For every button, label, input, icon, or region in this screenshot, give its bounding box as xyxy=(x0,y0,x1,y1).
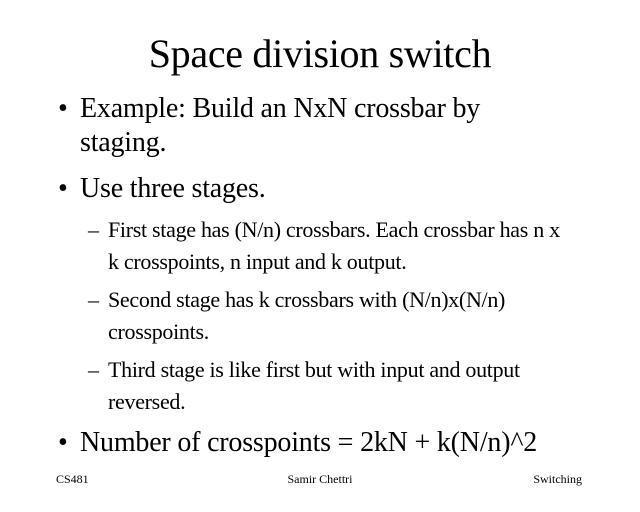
bullet-symbol: • xyxy=(58,93,68,124)
sub-bullet-symbol: – xyxy=(88,287,99,312)
sub-bullet-third-stage xyxy=(88,354,608,418)
sub-bullet-first-stage xyxy=(88,214,608,278)
sub-bullet-symbol: – xyxy=(88,217,99,242)
bullet-text: Example: Build an NxN crossbar by staging. xyxy=(80,93,481,158)
slide-title: Space division switch xyxy=(148,31,492,76)
sub-bullet-text: First stage has (N/n) crossbars. Each crossbar has n x k crosspoints, n input and k output. xyxy=(108,217,560,274)
sub-bullet-symbol: – xyxy=(88,357,99,382)
footer-author: Samir Chettri xyxy=(287,472,353,486)
footer-course: CS481 xyxy=(56,472,89,486)
bullet-crosspoints xyxy=(50,426,610,460)
sub-bullet-text: Second stage has k crossbars with (N/n)x(N/n) crosspoints. xyxy=(108,287,506,344)
sub-bullet-text: Third stage is like first but with input and output reversed. xyxy=(108,357,520,414)
bullet-three-stages xyxy=(50,172,610,206)
bullet-text: Use three stages. xyxy=(80,173,266,204)
bullet-text: Number of crosspoints = 2kN + k(N/n)^2 xyxy=(80,427,538,458)
bullet-symbol: • xyxy=(58,427,68,458)
bullet-symbol: • xyxy=(58,173,68,204)
sub-bullet-second-stage xyxy=(88,284,608,348)
footer-topic: Switching xyxy=(533,472,582,486)
bullet-example xyxy=(50,92,610,160)
